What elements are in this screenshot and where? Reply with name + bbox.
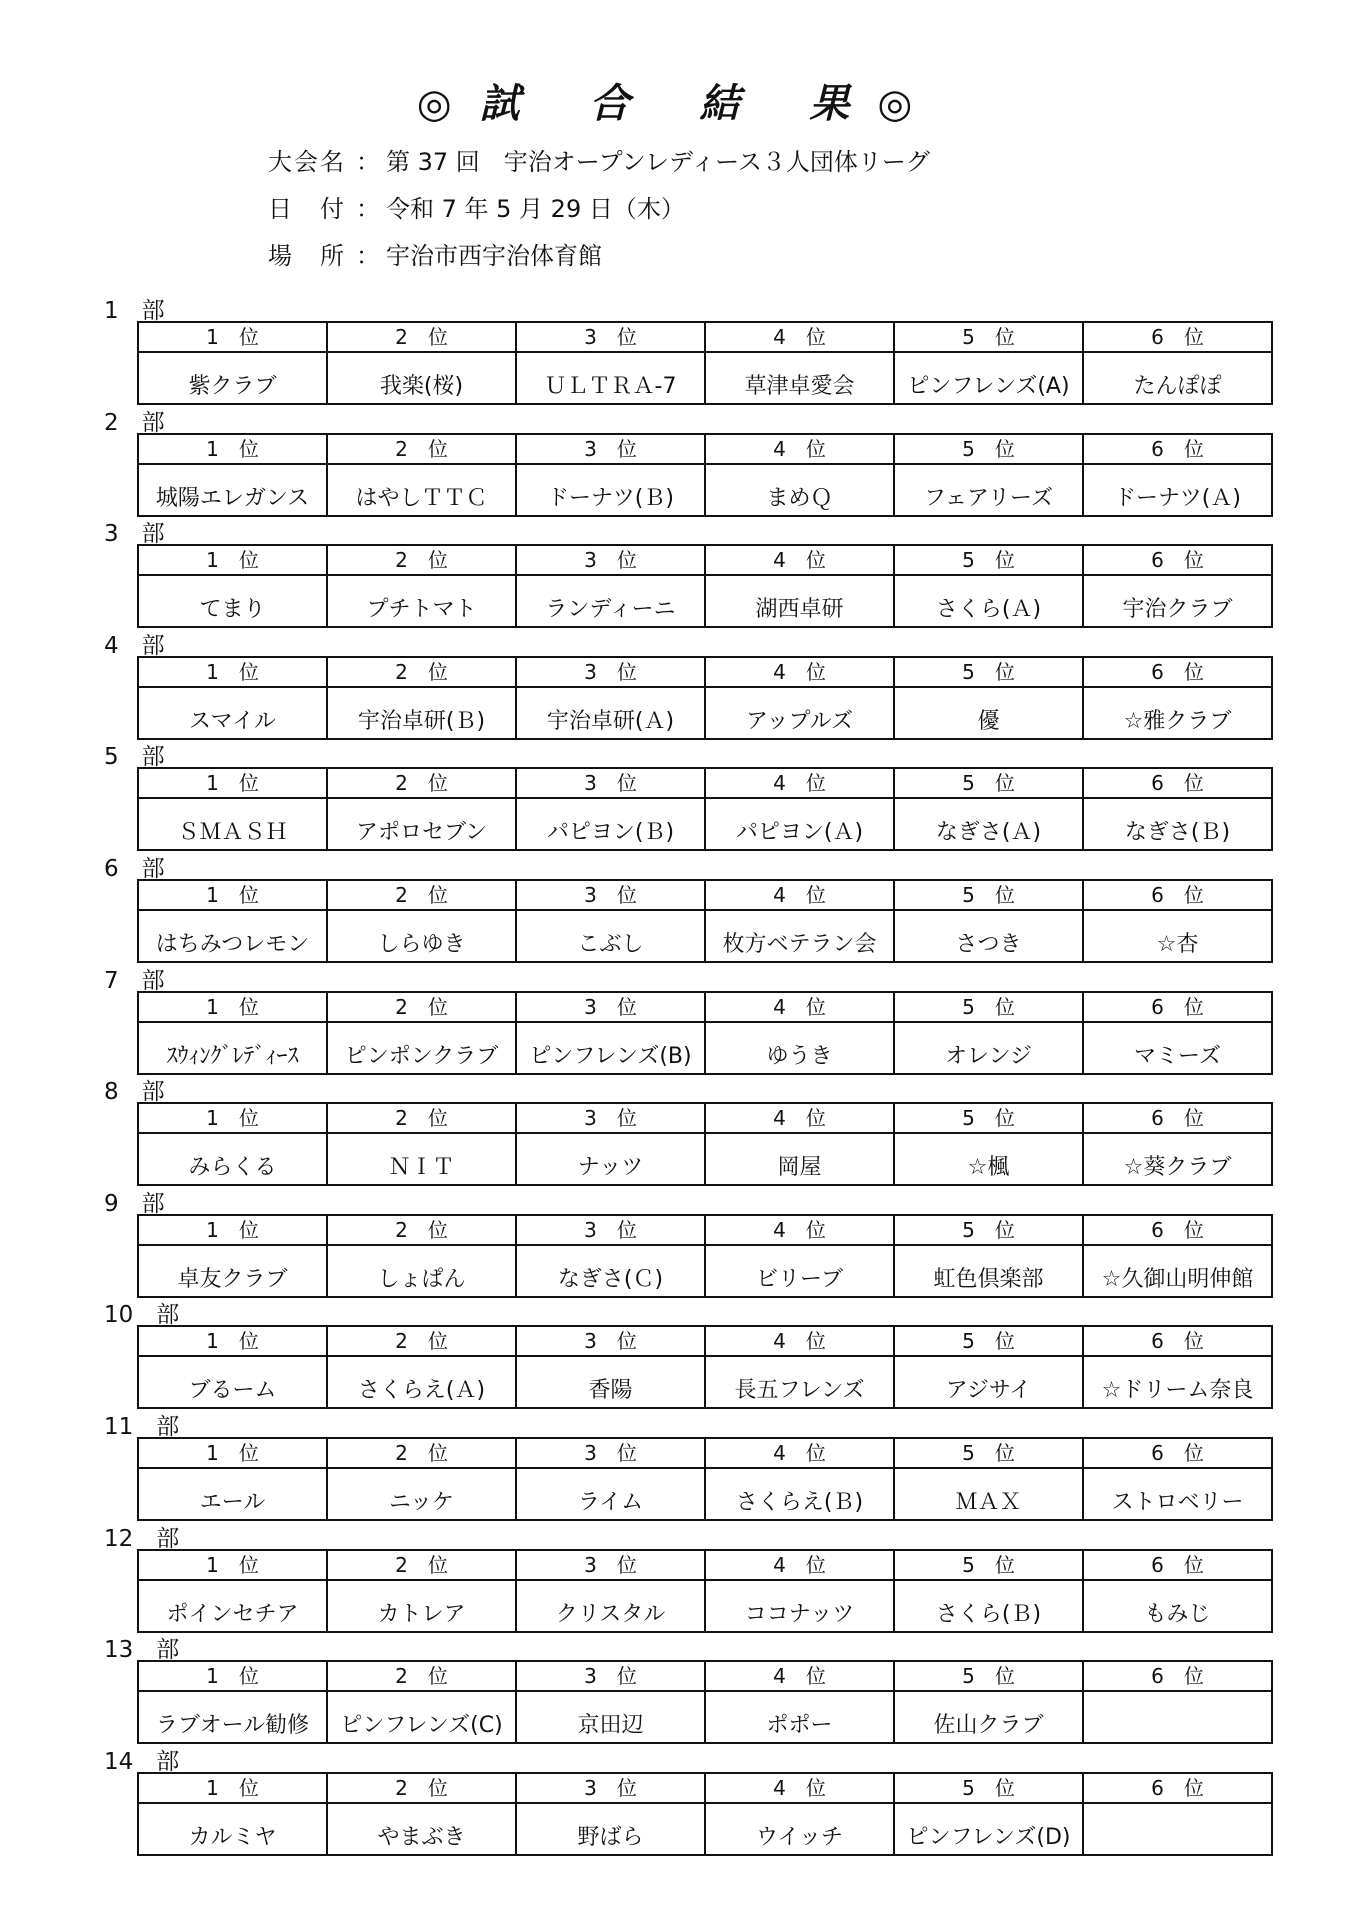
division-label: 11 部 — [104, 1414, 180, 1440]
team-cell: マミーズ — [1083, 1022, 1272, 1074]
rank-cell: 3 位 — [516, 322, 705, 352]
team-cell: ドーナツ(Ａ) — [1083, 464, 1272, 516]
team-cell: 卓友クラブ — [138, 1245, 327, 1297]
rank-header-row — [138, 992, 1272, 1022]
team-cell: ドーナツ(Ｂ) — [516, 464, 705, 516]
team-cell: パピヨン(Ｂ) — [516, 798, 705, 850]
info-row-tournament — [268, 142, 930, 177]
team-cell: ストロベリー — [1083, 1468, 1272, 1520]
team-cell: なぎさ(Ｂ) — [1083, 798, 1272, 850]
rank-cell: 2 位 — [327, 545, 516, 575]
team-cell: ラブオール勧修 — [138, 1691, 327, 1743]
rank-cell: 2 位 — [327, 1773, 516, 1803]
rank-cell: 3 位 — [516, 545, 705, 575]
team-cell: ライム — [516, 1468, 705, 1520]
rank-cell: 2 位 — [327, 1661, 516, 1691]
rank-cell: 5 位 — [894, 1103, 1083, 1133]
team-row — [138, 1468, 1272, 1520]
rank-cell: 4 位 — [705, 880, 894, 910]
rank-cell: 6 位 — [1083, 1438, 1272, 1468]
rank-header-row — [138, 880, 1272, 910]
team-cell: オレンジ — [894, 1022, 1083, 1074]
team-cell: 佐山クラブ — [894, 1691, 1083, 1743]
info-colon: ： — [356, 242, 380, 270]
team-row — [138, 1691, 1272, 1743]
rank-cell: 2 位 — [327, 434, 516, 464]
rank-cell: 3 位 — [516, 1326, 705, 1356]
rank-cell: 4 位 — [705, 322, 894, 352]
division-label: 7 部 — [104, 967, 165, 994]
rank-cell: 6 位 — [1083, 1661, 1272, 1691]
rank-cell: 6 位 — [1083, 992, 1272, 1022]
division-label: 1 部 — [104, 298, 165, 324]
rank-cell: 3 位 — [516, 768, 705, 798]
team-cell: ｽｳｨﾝｸﾞﾚﾃﾞｨｰｽ — [138, 1022, 327, 1074]
team-cell: 宇治卓研(Ｂ) — [327, 687, 516, 739]
team-row — [138, 1022, 1272, 1074]
rank-cell: 5 位 — [894, 880, 1083, 910]
team-cell: ピンフレンズ(B) — [516, 1022, 705, 1074]
team-cell: ☆葵クラブ — [1083, 1133, 1272, 1185]
rank-cell: 1 位 — [138, 992, 327, 1022]
info-row-venue — [268, 236, 602, 271]
team-row — [138, 1580, 1272, 1632]
rank-cell: 3 位 — [516, 1661, 705, 1691]
team-cell: ポポー — [705, 1691, 894, 1743]
rank-cell: 2 位 — [327, 1550, 516, 1580]
rank-cell: 1 位 — [138, 434, 327, 464]
team-cell: ココナッツ — [705, 1580, 894, 1632]
rank-cell: 3 位 — [516, 434, 705, 464]
division-label: 14 部 — [104, 1748, 180, 1775]
rank-cell: 5 位 — [894, 434, 1083, 464]
info-colon: ： — [356, 195, 380, 223]
rank-cell: 4 位 — [705, 1103, 894, 1133]
division-table — [137, 1325, 1273, 1409]
team-cell: アジサイ — [894, 1356, 1083, 1408]
team-cell: ピンフレンズ(A) — [894, 352, 1083, 404]
division-table — [137, 767, 1273, 851]
rank-cell: 4 位 — [705, 657, 894, 687]
rank-cell: 3 位 — [516, 1550, 705, 1580]
team-cell: パピヨン(Ａ) — [705, 798, 894, 850]
rank-header-row — [138, 657, 1272, 687]
team-cell: ＵＬＴＲＡ-7 — [516, 352, 705, 404]
team-cell: ☆久御山明伸館 — [1083, 1245, 1272, 1297]
team-row — [138, 687, 1272, 739]
division-table — [137, 544, 1273, 628]
rank-cell: 6 位 — [1083, 657, 1272, 687]
team-cell: プチトマト — [327, 575, 516, 627]
team-cell: まめＱ — [705, 464, 894, 516]
team-row — [138, 798, 1272, 850]
team-cell: 野ばら — [516, 1803, 705, 1855]
team-cell: もみじ — [1083, 1580, 1272, 1632]
rank-cell: 1 位 — [138, 1661, 327, 1691]
rank-cell: 5 位 — [894, 1215, 1083, 1245]
team-cell: ニッケ — [327, 1468, 516, 1520]
rank-cell: 2 位 — [327, 768, 516, 798]
rank-cell: 4 位 — [705, 1661, 894, 1691]
division-table — [137, 991, 1273, 1075]
rank-header-row — [138, 1661, 1272, 1691]
division-label: 10 部 — [104, 1302, 180, 1329]
rank-cell: 5 位 — [894, 1773, 1083, 1803]
team-cell: スマイル — [138, 687, 327, 739]
rank-cell: 4 位 — [705, 992, 894, 1022]
team-row — [138, 910, 1272, 962]
division-table — [137, 433, 1273, 517]
team-cell: ☆雅クラブ — [1083, 687, 1272, 739]
team-cell: 枚方ベテラン会 — [705, 910, 894, 962]
team-cell: ピンフレンズ(C) — [327, 1691, 516, 1743]
rank-cell: 2 位 — [327, 1438, 516, 1468]
division-label: 6 部 — [104, 856, 165, 882]
rank-cell: 6 位 — [1083, 434, 1272, 464]
rank-cell: 5 位 — [894, 657, 1083, 687]
rank-header-row — [138, 1773, 1272, 1803]
team-cell: フェアリーズ — [894, 464, 1083, 516]
team-cell: さくらえ(Ａ) — [327, 1356, 516, 1408]
division-label: 2 部 — [104, 409, 165, 436]
team-cell — [1083, 1803, 1272, 1855]
rank-cell: 2 位 — [327, 657, 516, 687]
rank-cell: 5 位 — [894, 545, 1083, 575]
team-cell: 岡屋 — [705, 1133, 894, 1185]
team-cell: カトレア — [327, 1580, 516, 1632]
rank-header-row — [138, 768, 1272, 798]
team-cell: はちみつレモン — [138, 910, 327, 962]
division-table — [137, 879, 1273, 963]
team-cell: なぎさ(Ａ) — [894, 798, 1083, 850]
rank-cell: 4 位 — [705, 434, 894, 464]
team-cell: ＭＡＸ — [894, 1468, 1083, 1520]
rank-cell: 4 位 — [705, 768, 894, 798]
division-label: 4 部 — [104, 632, 165, 659]
team-row — [138, 352, 1272, 404]
team-cell: ＳＭＡＳＨ — [138, 798, 327, 850]
rank-cell: 1 位 — [138, 322, 327, 352]
info-label: 日 付 — [268, 195, 346, 223]
division-table — [137, 1102, 1273, 1186]
team-cell: ピンフレンズ(D) — [894, 1803, 1083, 1855]
team-cell: さつき — [894, 910, 1083, 962]
rank-header-row — [138, 1215, 1272, 1245]
team-cell: ☆杏 — [1083, 910, 1272, 962]
rank-cell: 1 位 — [138, 1550, 327, 1580]
rank-cell: 1 位 — [138, 1773, 327, 1803]
division-label: 12 部 — [104, 1525, 180, 1552]
rank-header-row — [138, 1550, 1272, 1580]
division-table — [137, 656, 1273, 740]
team-cell: たんぽぽ — [1083, 352, 1272, 404]
team-cell: 宇治卓研(Ａ) — [516, 687, 705, 739]
rank-cell: 2 位 — [327, 880, 516, 910]
rank-header-row — [138, 1438, 1272, 1468]
team-cell: ナッツ — [516, 1133, 705, 1185]
rank-cell: 5 位 — [894, 1661, 1083, 1691]
rank-cell: 2 位 — [327, 1326, 516, 1356]
info-row-date — [268, 189, 685, 224]
team-cell: 宇治クラブ — [1083, 575, 1272, 627]
team-cell: ＮＩＴ — [327, 1133, 516, 1185]
division-table — [137, 321, 1273, 405]
team-cell: ビリーブ — [705, 1245, 894, 1297]
team-cell: ウイッチ — [705, 1803, 894, 1855]
rank-cell: 6 位 — [1083, 322, 1272, 352]
team-cell: 我楽(桜) — [327, 352, 516, 404]
rank-cell: 5 位 — [894, 768, 1083, 798]
team-cell: 城陽エレガンス — [138, 464, 327, 516]
team-cell: やまぶき — [327, 1803, 516, 1855]
info-value: 令和 7 年 5 月 29 日（木） — [386, 195, 685, 223]
team-cell: ☆ドリーム奈良 — [1083, 1356, 1272, 1408]
page-title: ◎試 合 結 果◎ — [416, 81, 941, 127]
team-cell: しらゆき — [327, 910, 516, 962]
team-row — [138, 1803, 1272, 1855]
rank-header-row — [138, 1326, 1272, 1356]
rank-cell: 2 位 — [327, 992, 516, 1022]
info-colon: ： — [356, 148, 380, 176]
rank-cell: 5 位 — [894, 1438, 1083, 1468]
division-table — [137, 1437, 1273, 1521]
team-cell: カルミヤ — [138, 1803, 327, 1855]
team-cell: さくらえ(Ｂ) — [705, 1468, 894, 1520]
team-cell: さくら(Ａ) — [894, 575, 1083, 627]
rank-cell: 6 位 — [1083, 768, 1272, 798]
rank-header-row — [138, 545, 1272, 575]
team-cell: ピンポンクラブ — [327, 1022, 516, 1074]
rank-cell: 5 位 — [894, 1550, 1083, 1580]
rank-cell: 4 位 — [705, 1550, 894, 1580]
rank-cell: 6 位 — [1083, 1550, 1272, 1580]
team-cell: なぎさ(Ｃ) — [516, 1245, 705, 1297]
team-cell: ランディーニ — [516, 575, 705, 627]
team-cell: ゆうき — [705, 1022, 894, 1074]
division-table — [137, 1772, 1273, 1856]
division-label: 9 部 — [104, 1190, 165, 1217]
rank-cell: 6 位 — [1083, 1215, 1272, 1245]
rank-cell: 6 位 — [1083, 545, 1272, 575]
division-label: 8 部 — [104, 1079, 165, 1106]
division-label: 3 部 — [104, 521, 165, 548]
team-row — [138, 1356, 1272, 1408]
team-cell: 優 — [894, 687, 1083, 739]
team-cell: しょぱん — [327, 1245, 516, 1297]
rank-cell: 3 位 — [516, 1103, 705, 1133]
rank-cell: 4 位 — [705, 545, 894, 575]
rank-cell: 1 位 — [138, 1215, 327, 1245]
division-label: 13 部 — [104, 1637, 180, 1664]
division-table — [137, 1549, 1273, 1633]
team-cell: さくら(Ｂ) — [894, 1580, 1083, 1632]
team-cell: 草津卓愛会 — [705, 352, 894, 404]
rank-cell: 4 位 — [705, 1773, 894, 1803]
team-cell: アップルズ — [705, 687, 894, 739]
team-row — [138, 464, 1272, 516]
info-value: 第 37 回 宇治オープンレディース３人団体リーグ — [386, 148, 930, 176]
rank-cell: 3 位 — [516, 1438, 705, 1468]
team-cell: こぶし — [516, 910, 705, 962]
rank-header-row — [138, 1103, 1272, 1133]
team-cell: クリスタル — [516, 1580, 705, 1632]
team-cell: ブるーム — [138, 1356, 327, 1408]
team-cell: みらくる — [138, 1133, 327, 1185]
team-cell: はやしＴＴＣ — [327, 464, 516, 516]
info-value: 宇治市西宇治体育館 — [386, 242, 602, 270]
team-cell: ポインセチア — [138, 1580, 327, 1632]
rank-cell: 3 位 — [516, 1215, 705, 1245]
team-row — [138, 575, 1272, 627]
rank-header-row — [138, 434, 1272, 464]
rank-cell: 3 位 — [516, 657, 705, 687]
team-cell: アポロセブン — [327, 798, 516, 850]
rank-cell: 1 位 — [138, 1326, 327, 1356]
rank-cell: 2 位 — [327, 1103, 516, 1133]
info-label: 大会名 — [268, 148, 346, 176]
team-cell: 虹色倶楽部 — [894, 1245, 1083, 1297]
team-cell: 香陽 — [516, 1356, 705, 1408]
team-cell: エール — [138, 1468, 327, 1520]
rank-cell: 4 位 — [705, 1438, 894, 1468]
team-row — [138, 1245, 1272, 1297]
rank-cell: 4 位 — [705, 1326, 894, 1356]
rank-cell: 1 位 — [138, 657, 327, 687]
rank-header-row — [138, 322, 1272, 352]
rank-cell: 5 位 — [894, 322, 1083, 352]
rank-cell: 6 位 — [1083, 880, 1272, 910]
rank-cell: 2 位 — [327, 322, 516, 352]
rank-cell: 2 位 — [327, 1215, 516, 1245]
team-cell: 紫クラブ — [138, 352, 327, 404]
team-cell — [1083, 1691, 1272, 1743]
rank-cell: 1 位 — [138, 545, 327, 575]
rank-cell: 3 位 — [516, 880, 705, 910]
rank-cell: 3 位 — [516, 992, 705, 1022]
team-cell: てまり — [138, 575, 327, 627]
rank-cell: 1 位 — [138, 1438, 327, 1468]
team-row — [138, 1133, 1272, 1185]
team-cell: 長五フレンズ — [705, 1356, 894, 1408]
division-label: 5 部 — [104, 744, 165, 771]
rank-cell: 5 位 — [894, 992, 1083, 1022]
rank-cell: 3 位 — [516, 1773, 705, 1803]
rank-cell: 1 位 — [138, 1103, 327, 1133]
team-cell: 湖西卓研 — [705, 575, 894, 627]
rank-cell: 5 位 — [894, 1326, 1083, 1356]
division-table — [137, 1214, 1273, 1298]
rank-cell: 6 位 — [1083, 1326, 1272, 1356]
rank-cell: 6 位 — [1083, 1773, 1272, 1803]
rank-cell: 1 位 — [138, 768, 327, 798]
rank-cell: 1 位 — [138, 880, 327, 910]
team-cell: 京田辺 — [516, 1691, 705, 1743]
division-table — [137, 1660, 1273, 1744]
rank-cell: 6 位 — [1083, 1103, 1272, 1133]
info-label: 場 所 — [268, 242, 346, 270]
rank-cell: 4 位 — [705, 1215, 894, 1245]
team-cell: ☆楓 — [894, 1133, 1083, 1185]
